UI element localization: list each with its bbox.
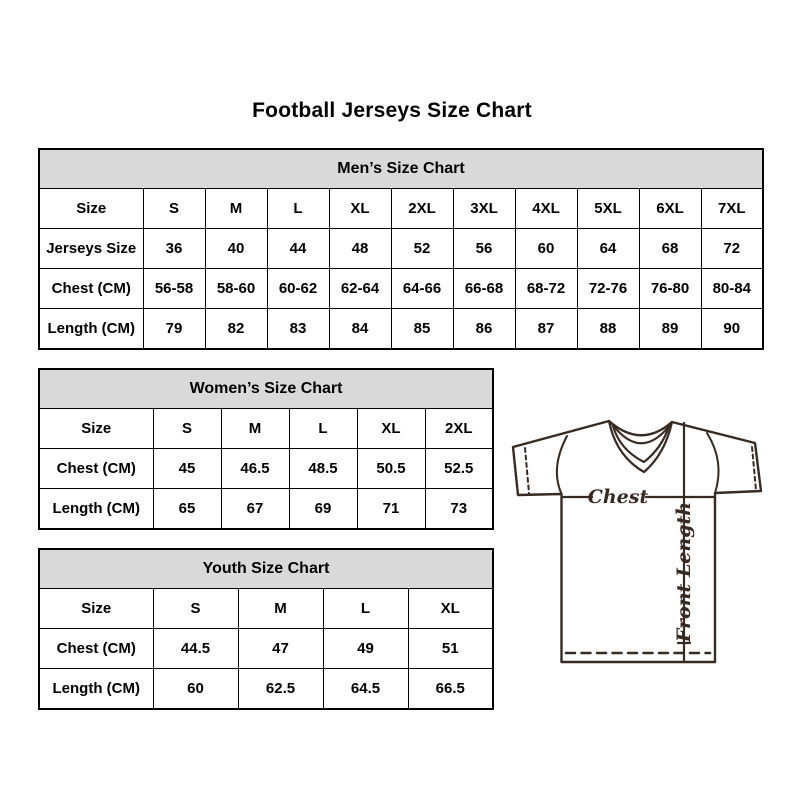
- value-cell: XL: [408, 589, 493, 629]
- value-cell: 2XL: [425, 409, 493, 449]
- value-cell: 76-80: [639, 269, 701, 309]
- value-cell: XL: [329, 189, 391, 229]
- value-cell: S: [143, 189, 205, 229]
- value-cell: 71: [357, 489, 425, 530]
- row-label-cell: Size: [39, 409, 153, 449]
- value-cell: 52.5: [425, 449, 493, 489]
- value-cell: M: [205, 189, 267, 229]
- table-row: [39, 409, 493, 449]
- front-length-label: Front Length: [673, 501, 695, 643]
- value-cell: 62-64: [329, 269, 391, 309]
- value-cell: 46.5: [221, 449, 289, 489]
- value-cell: S: [153, 589, 238, 629]
- value-cell: 73: [425, 489, 493, 530]
- value-cell: 50.5: [357, 449, 425, 489]
- value-cell: 56: [453, 229, 515, 269]
- row-label-cell: Size: [39, 589, 153, 629]
- value-cell: 89: [639, 309, 701, 350]
- value-cell: 90: [701, 309, 763, 350]
- value-cell: 68-72: [515, 269, 577, 309]
- row-label-cell: Chest (CM): [39, 449, 153, 489]
- table-row: [39, 489, 493, 530]
- value-cell: 85: [391, 309, 453, 350]
- table-row: [39, 269, 763, 309]
- womens-size-table: [38, 368, 494, 530]
- value-cell: 80-84: [701, 269, 763, 309]
- value-cell: 36: [143, 229, 205, 269]
- row-label-cell: Jerseys Size: [39, 229, 143, 269]
- value-cell: 67: [221, 489, 289, 530]
- value-cell: 62.5: [238, 669, 323, 710]
- value-cell: 84: [329, 309, 391, 350]
- value-cell: 49: [323, 629, 408, 669]
- page-title: Football Jerseys Size Chart: [252, 99, 532, 122]
- value-cell: 72-76: [577, 269, 639, 309]
- table-row: [39, 449, 493, 489]
- value-cell: 40: [205, 229, 267, 269]
- row-label-cell: Length (CM): [39, 489, 153, 530]
- value-cell: 3XL: [453, 189, 515, 229]
- value-cell: 5XL: [577, 189, 639, 229]
- value-cell: 52: [391, 229, 453, 269]
- value-cell: 79: [143, 309, 205, 350]
- table-row: [39, 629, 493, 669]
- value-cell: 47: [238, 629, 323, 669]
- value-cell: XL: [357, 409, 425, 449]
- value-cell: 68: [639, 229, 701, 269]
- row-label-cell: Size: [39, 189, 143, 229]
- value-cell: 88: [577, 309, 639, 350]
- value-cell: 60: [515, 229, 577, 269]
- mens-size-table: [38, 148, 764, 350]
- value-cell: M: [238, 589, 323, 629]
- table-title: Youth Size Chart: [39, 549, 493, 589]
- value-cell: 51: [408, 629, 493, 669]
- value-cell: 69: [289, 489, 357, 530]
- row-label-cell: Chest (CM): [39, 629, 153, 669]
- row-label-cell: Chest (CM): [39, 269, 143, 309]
- value-cell: 6XL: [639, 189, 701, 229]
- value-cell: 83: [267, 309, 329, 350]
- youth-size-table: [38, 548, 494, 710]
- table-title-row: [39, 549, 493, 589]
- value-cell: 66-68: [453, 269, 515, 309]
- value-cell: 60-62: [267, 269, 329, 309]
- table-title-row: [39, 149, 763, 189]
- value-cell: 7XL: [701, 189, 763, 229]
- value-cell: 64-66: [391, 269, 453, 309]
- value-cell: 64.5: [323, 669, 408, 710]
- value-cell: M: [221, 409, 289, 449]
- table-row: [39, 669, 493, 710]
- value-cell: 87: [515, 309, 577, 350]
- table-title: Women’s Size Chart: [39, 369, 493, 409]
- chest-label: Chest: [587, 486, 649, 508]
- value-cell: S: [153, 409, 221, 449]
- table-row: [39, 189, 763, 229]
- table-title: Men’s Size Chart: [39, 149, 763, 189]
- row-label-cell: Length (CM): [39, 309, 143, 350]
- table-title-row: [39, 369, 493, 409]
- value-cell: L: [267, 189, 329, 229]
- value-cell: 58-60: [205, 269, 267, 309]
- jersey-measurement-diagram: [500, 400, 790, 690]
- table-row: [39, 589, 493, 629]
- value-cell: 45: [153, 449, 221, 489]
- value-cell: 86: [453, 309, 515, 350]
- value-cell: 82: [205, 309, 267, 350]
- value-cell: 44: [267, 229, 329, 269]
- value-cell: 60: [153, 669, 238, 710]
- value-cell: 64: [577, 229, 639, 269]
- value-cell: 4XL: [515, 189, 577, 229]
- row-label-cell: Length (CM): [39, 669, 153, 710]
- value-cell: 66.5: [408, 669, 493, 710]
- value-cell: 48.5: [289, 449, 357, 489]
- value-cell: L: [323, 589, 408, 629]
- value-cell: 2XL: [391, 189, 453, 229]
- value-cell: 56-58: [143, 269, 205, 309]
- table-row: [39, 229, 763, 269]
- value-cell: 44.5: [153, 629, 238, 669]
- table-row: [39, 309, 763, 350]
- value-cell: 48: [329, 229, 391, 269]
- value-cell: 72: [701, 229, 763, 269]
- value-cell: 65: [153, 489, 221, 530]
- value-cell: L: [289, 409, 357, 449]
